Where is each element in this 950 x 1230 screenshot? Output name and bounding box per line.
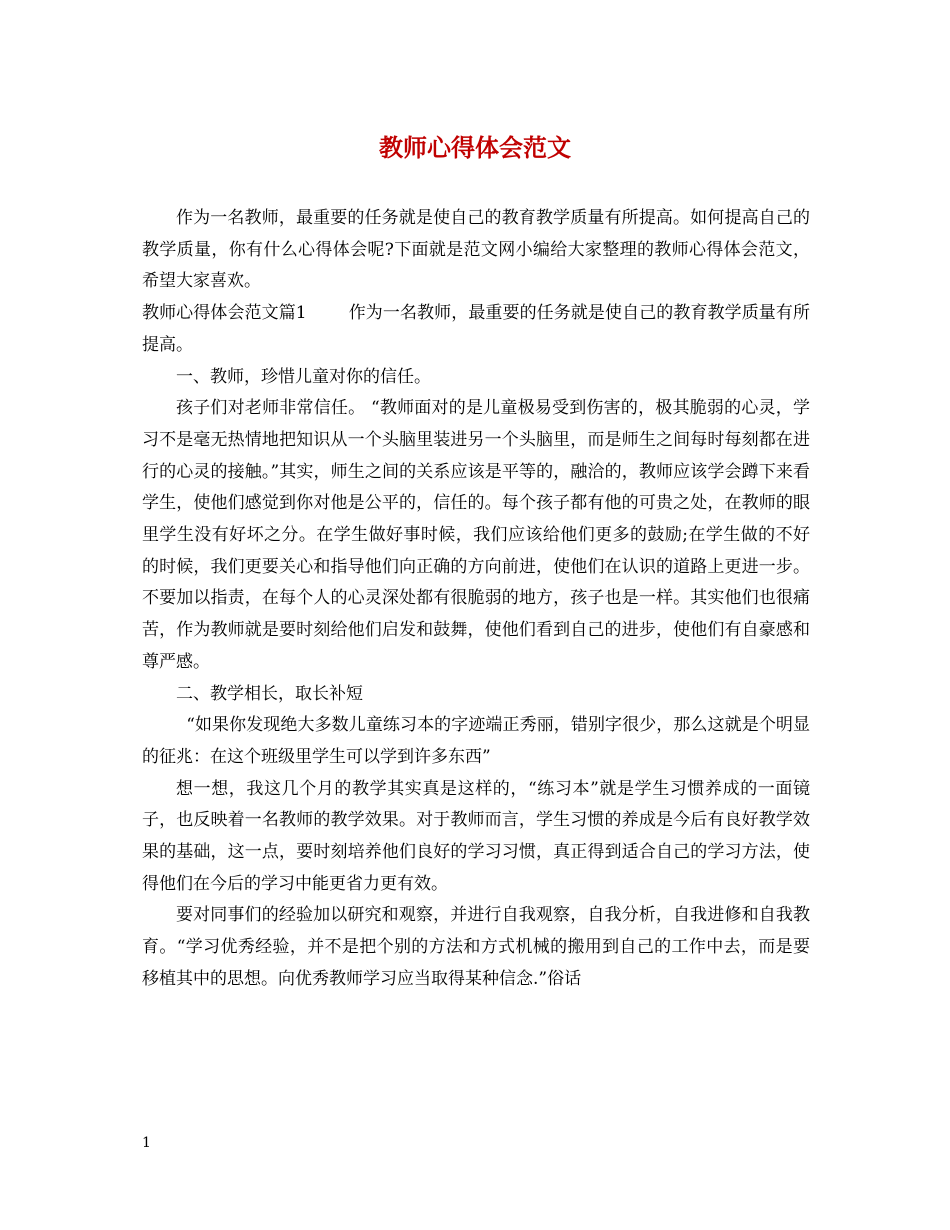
document-body xyxy=(142,203,810,996)
paragraph-3: 要对同事们的经验加以研究和观察，并进行自我观察，自我分析，自我进修和自我教育。“学习优秀经验，并不是把个别的方法和方式机械的搬用到自己的工作中去，而是要移植其中的思想。向优秀教师学习应当取得某种信念.”俗话 xyxy=(142,905,810,989)
document-title: 教师心得体会范文 xyxy=(379,133,571,162)
article-label: 教师心得体会范文篇1 xyxy=(142,303,307,324)
page-number: 1 xyxy=(142,1135,151,1151)
article-lead-paragraph xyxy=(142,298,810,361)
article-lead: 作为一名教师，最重要的任务就是使自己的教育教学质量有所提高。 xyxy=(142,303,810,355)
paragraph-2: 想一想，我这几个月的教学其实真是这样的，“练习本”就是学生习惯养成的一面镜子，也反映着一名教师的教学效果。对于教师而言，学生习惯的养成是今后有良好教学效果的基础，这一点，要时刻培养他们良好的学习习惯，真正得到适合自己的学习方法，使得他们在今后的学习中能更省力更有效。 xyxy=(142,778,810,894)
intro-paragraph: 作为一名教师，最重要的任务就是使自己的教育教学质量有所提高。如何提高自己的教学质量，你有什么心得体会呢?下面就是范文网小编给大家整理的教师心得体会范文，希望大家喜欢。 xyxy=(142,208,810,292)
quote-paragraph: “如果你发现绝大多数儿童练习本的字迹端正秀丽，错别字很少，那么这就是个明显的征兆：在这个班级里学生可以学到许多东西” xyxy=(142,715,810,767)
paragraph-1: 孩子们对老师非常信任。 “教师面对的是儿童极易受到伤害的，极其脆弱的心灵，学习不是毫无热情地把知识从一个头脑里装进另一个头脑里，而是师生之间每时每刻都在进行的心灵的接触。”其实，师生之间的关系应该是平等的，融洽的，教师应该学会蹲下来看学生，使他们感觉到你对他是公平的，信任的。每个孩子都有他的可贵之处，在教师的眼里学生没有好坏之分。在学生做好事时候，我们应该给他们更多的鼓励;在学生做的不好的时候，我们更要关心和指导他们向正确的方向前进，使他们在认识的道路上更进一步。不要加以指责，在每个人的心灵深处都有很脆弱的地方，孩子也是一样。其实他们也很痛苦，作为教师就是要时刻给他们启发和鼓舞，使他们看到自己的进步，使他们有自豪感和尊严感。 xyxy=(142,398,810,672)
section-heading-1: 一、教师，珍惜儿童对你的信任。 xyxy=(176,366,431,387)
section-heading-2: 二、教学相长，取长补短 xyxy=(176,683,363,704)
